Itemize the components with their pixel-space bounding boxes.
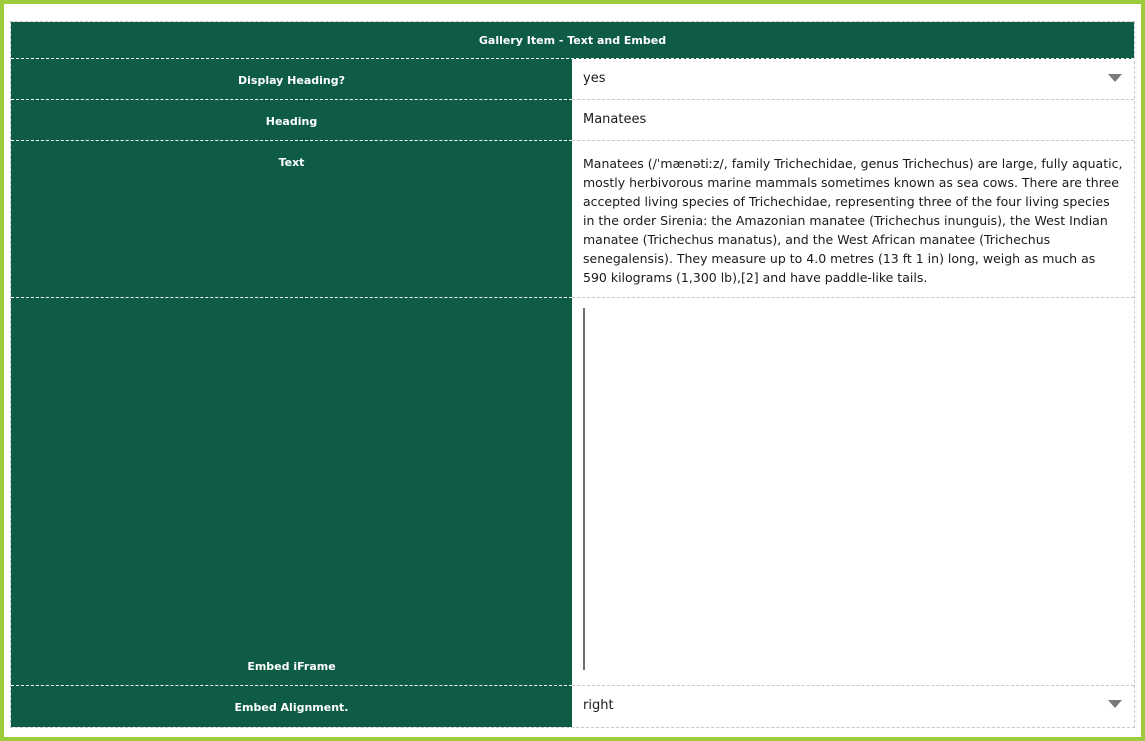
embed-alignment-label-cell bbox=[11, 686, 572, 727]
gallery-item-form bbox=[10, 21, 1135, 728]
display-heading-row bbox=[11, 59, 1134, 100]
form-title bbox=[11, 22, 1134, 59]
embed-alignment-row bbox=[11, 686, 1134, 727]
form-title-text: Gallery Item - Text and Embed bbox=[478, 33, 667, 47]
embed-iframe-label-cell bbox=[11, 298, 572, 686]
text-textarea[interactable] bbox=[572, 141, 1134, 298]
chevron-down-icon[interactable] bbox=[1108, 700, 1122, 708]
heading-value: Manatees bbox=[583, 112, 647, 127]
text-value: Manatees (/ˈmænətiːz/, family Trichechidae, genus Trichechus) are large, fully aquatic, mostly herbivorous marine mammals sometimes known as sea cows. There are three accepted living species of Trichechidae, representing three of the four living species in the order Sirenia: the Amazonian manatee (Trichechus inunguis), the West Indian manatee (Trichechus manatus), and the West African manatee (Trichechus senegalensis). They measure up to 4.0 metres (13 ft 1 in) long, weigh as much as 590 kilograms (1,300 lb),[2] and have paddle-like tails. bbox=[583, 156, 1123, 285]
embed-iframe-label: Embed iFrame bbox=[247, 660, 336, 673]
heading-label-cell bbox=[11, 100, 572, 141]
heading-input[interactable] bbox=[572, 100, 1134, 141]
embed-iframe-cursor bbox=[583, 308, 585, 670]
text-row bbox=[11, 141, 1134, 298]
display-heading-label-cell bbox=[11, 59, 572, 100]
embed-alignment-select[interactable] bbox=[572, 686, 1134, 727]
text-label: Text bbox=[278, 156, 305, 169]
text-label-cell bbox=[11, 141, 572, 298]
embed-alignment-label: Embed Alignment. bbox=[234, 701, 349, 714]
display-heading-value: yes bbox=[583, 71, 606, 86]
heading-row bbox=[11, 100, 1134, 141]
embed-iframe-editor[interactable] bbox=[572, 298, 1134, 686]
embed-alignment-value: right bbox=[583, 698, 614, 713]
display-heading-label: Display Heading? bbox=[238, 74, 345, 87]
embed-iframe-row bbox=[11, 298, 1134, 686]
chevron-down-icon[interactable] bbox=[1108, 74, 1122, 82]
display-heading-select[interactable] bbox=[572, 59, 1134, 100]
heading-label: Heading bbox=[265, 115, 318, 128]
